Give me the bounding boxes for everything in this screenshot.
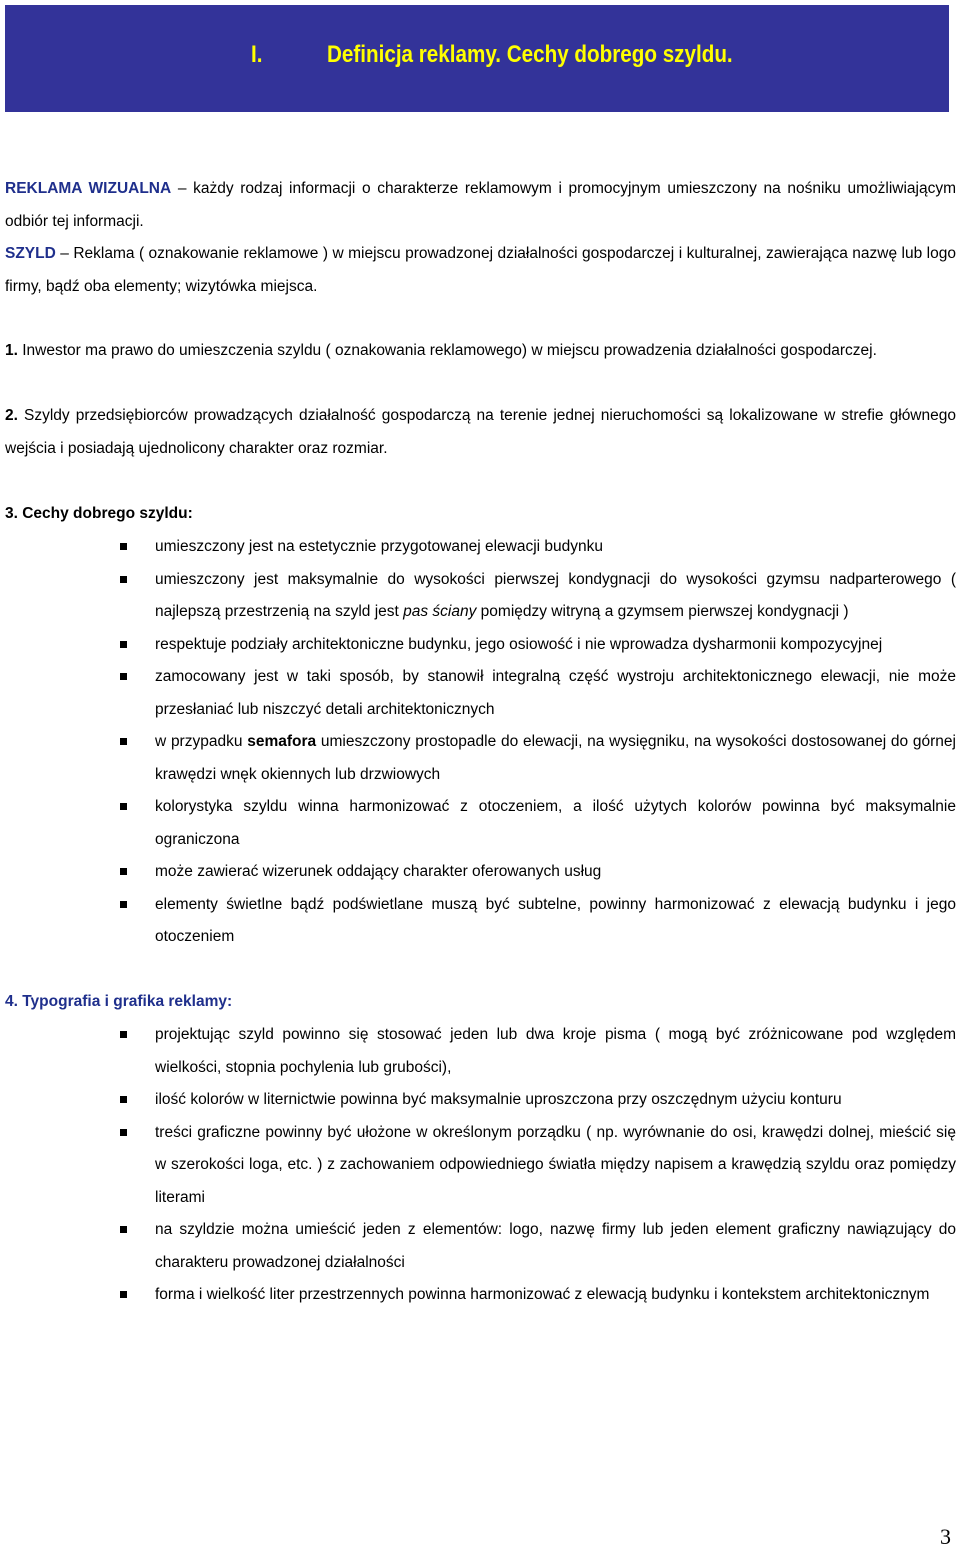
point-text: Inwestor ma prawo do umieszczenia szyldu ( oznakowania reklamowego) w miejscu prowadzenia działalności gospodarczej.	[17, 342, 877, 359]
list-item: może zawierać wizerunek oddający charakter oferowanych usług	[0, 856, 960, 889]
definition-text: – każdy rodzaj informacji o charakterze reklamowym i promocyjnym umieszczony na nośniku umożliwiającym odbiór tej informacji.	[5, 180, 956, 230]
list-item: projektując szyld powinno się stosować jeden lub dwa kroje pisma ( mogą być zróżnicowane pod względem wielkości, stopnia pochylenia lub grubości),	[0, 1019, 960, 1084]
section-4-heading: 4. Typografia i grafika reklamy:	[5, 993, 233, 1010]
list-item: umieszczony jest maksymalnie do wysokości pierwszej kondygnacji do wysokości gzymsu nadparterowego ( najlepszą przestrzenią na szyld jest pas ściany pomiędzy witryną a gzymsem pierwszej kondygnacji )	[0, 564, 960, 629]
definition-term: REKLAMA WIZUALNA	[5, 180, 172, 197]
definition-term: SZYLD	[5, 245, 56, 262]
emphasis: pas ściany	[403, 603, 477, 620]
list-item: kolorystyka szyldu winna harmonizować z otoczeniem, a ilość użytych kolorów powinna być maksymalnie ograniczona	[0, 791, 960, 856]
section-3-list	[0, 531, 960, 954]
point-1	[5, 335, 956, 368]
square-bullet-icon	[120, 1291, 127, 1298]
square-bullet-icon	[120, 803, 127, 810]
page-number: 3	[940, 1524, 951, 1549]
square-bullet-icon	[120, 1031, 127, 1038]
square-bullet-icon	[120, 543, 127, 550]
list-item: forma i wielkość liter przestrzennych powinna harmonizować z elewacją budynku i kontekstem architektonicznym	[0, 1279, 960, 1312]
square-bullet-icon	[120, 868, 127, 875]
square-bullet-icon	[120, 738, 127, 745]
list-item: elementy świetlne bądź podświetlane muszą być subtelne, powinny harmonizować z elewacją budynku i jego otoczeniem	[0, 889, 960, 954]
definition-reklama-wizualna	[5, 173, 956, 238]
square-bullet-icon	[120, 641, 127, 648]
list-item: treści graficzne powinny być ułożone w określonym porządku ( np. wyrównanie do osi, krawędzi dolnej, mieścić się w szerokości loga, etc. ) z zachowaniem odpowiedniego światła między napisem a krawędzią szyldu oraz pomiędzy literami	[0, 1117, 960, 1215]
list-item: w przypadku semafora umieszczony prostopadle do elewacji, na wysięgniku, na wysokości dostosowanej do górnej krawędzi wnęk okiennych lub drzwiowych	[0, 726, 960, 791]
chapter-number: I.	[251, 41, 263, 68]
title-banner	[5, 5, 949, 112]
square-bullet-icon	[120, 576, 127, 583]
point-2	[5, 400, 956, 465]
chapter-title: Definicja reklamy. Cechy dobrego szyldu.	[327, 41, 733, 68]
square-bullet-icon	[120, 673, 127, 680]
point-text: Szyldy przedsiębiorców prowadzących działalność gospodarczą na terenie jednej nieruchomości są lokalizowane w strefie głównego wejścia i posiadają ujednolicony charakter oraz rozmiar.	[5, 407, 956, 457]
square-bullet-icon	[120, 1096, 127, 1103]
section-4-list	[0, 1019, 960, 1312]
list-item: respektuje podziały architektoniczne budynku, jego osiowość i nie wprowadza dysharmonii kompozycyjnej	[0, 629, 960, 662]
list-item: umieszczony jest na estetycznie przygotowanej elewacji budynku	[0, 531, 960, 564]
square-bullet-icon	[120, 1129, 127, 1136]
point-number: 2.	[5, 407, 18, 424]
list-item: na szyldzie można umieścić jeden z elementów: logo, nazwę firmy lub jeden element graficzny nawiązujący do charakteru prowadzonej działalności	[0, 1214, 960, 1279]
square-bullet-icon	[120, 1226, 127, 1233]
square-bullet-icon	[120, 901, 127, 908]
definition-szyld	[5, 238, 956, 303]
list-item: ilość kolorów w liternictwie powinna być maksymalnie uproszczona przy oszczędnym użyciu konturu	[0, 1084, 960, 1117]
strong-term: semafora	[247, 733, 317, 750]
section-3-heading: 3. Cechy dobrego szyldu:	[5, 505, 193, 522]
definition-text: – Reklama ( oznakowanie reklamowe ) w miejscu prowadzonej działalności gospodarczej i kulturalnej, zawierająca nazwę lub logo firmy, bądź oba elementy; wizytówka miejsca.	[5, 245, 956, 295]
list-item: zamocowany jest w taki sposób, by stanowił integralną część wystroju architektonicznego elewacji, nie może przesłaniać lub niszczyć detali architektonicznych	[0, 661, 960, 726]
point-number: 1.	[5, 342, 18, 359]
